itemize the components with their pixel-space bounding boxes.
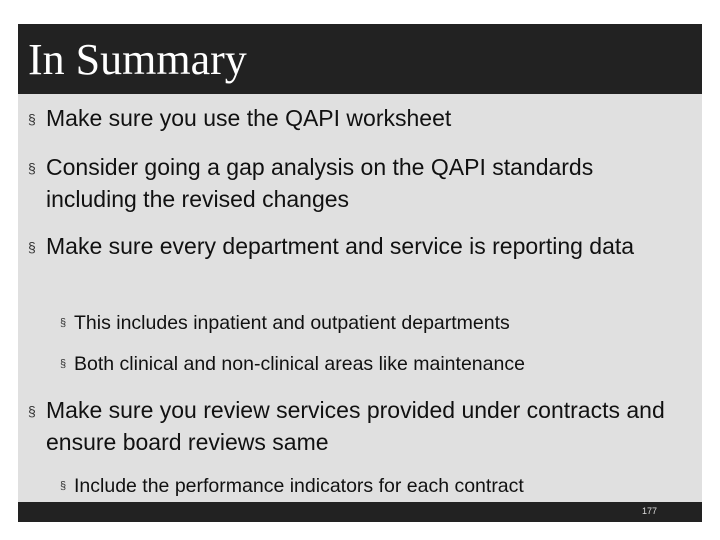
bullet-icon: §: [28, 160, 36, 176]
slide: [18, 24, 702, 522]
bullet-list: [18, 24, 702, 497]
bullet-item: [28, 394, 686, 458]
sub-bullet-item: [60, 351, 694, 377]
page-number: 177: [641, 506, 657, 516]
bullet-icon: §: [60, 317, 67, 329]
bullet-icon: §: [60, 358, 67, 370]
bullet-item: [28, 230, 686, 262]
footer-bar: [18, 502, 702, 522]
bullet-text: Include the performance indicators for each contract: [74, 475, 524, 497]
bullet-item: [28, 151, 686, 215]
bullet-item: [28, 102, 686, 134]
bullet-text: Both clinical and non-clinical areas like maintenance: [74, 353, 525, 375]
slide-title: In Summary: [28, 35, 247, 84]
sub-bullet-item: [60, 310, 694, 336]
bullet-icon: §: [28, 403, 36, 419]
bullet-text: Make sure you review services provided under contracts and ensure board reviews same: [46, 397, 665, 455]
bullet-icon: §: [28, 111, 36, 127]
bullet-text: Consider going a gap analysis on the QAPI standards including the revised changes: [46, 154, 594, 212]
sub-bullet-item: [60, 473, 694, 499]
bullet-icon: §: [28, 239, 36, 255]
bullet-text: This includes inpatient and outpatient departments: [74, 312, 510, 334]
bullet-text: Make sure every department and service is reporting data: [46, 233, 635, 259]
bullet-icon: §: [60, 480, 67, 492]
bullet-text: Make sure you use the QAPI worksheet: [46, 105, 452, 131]
